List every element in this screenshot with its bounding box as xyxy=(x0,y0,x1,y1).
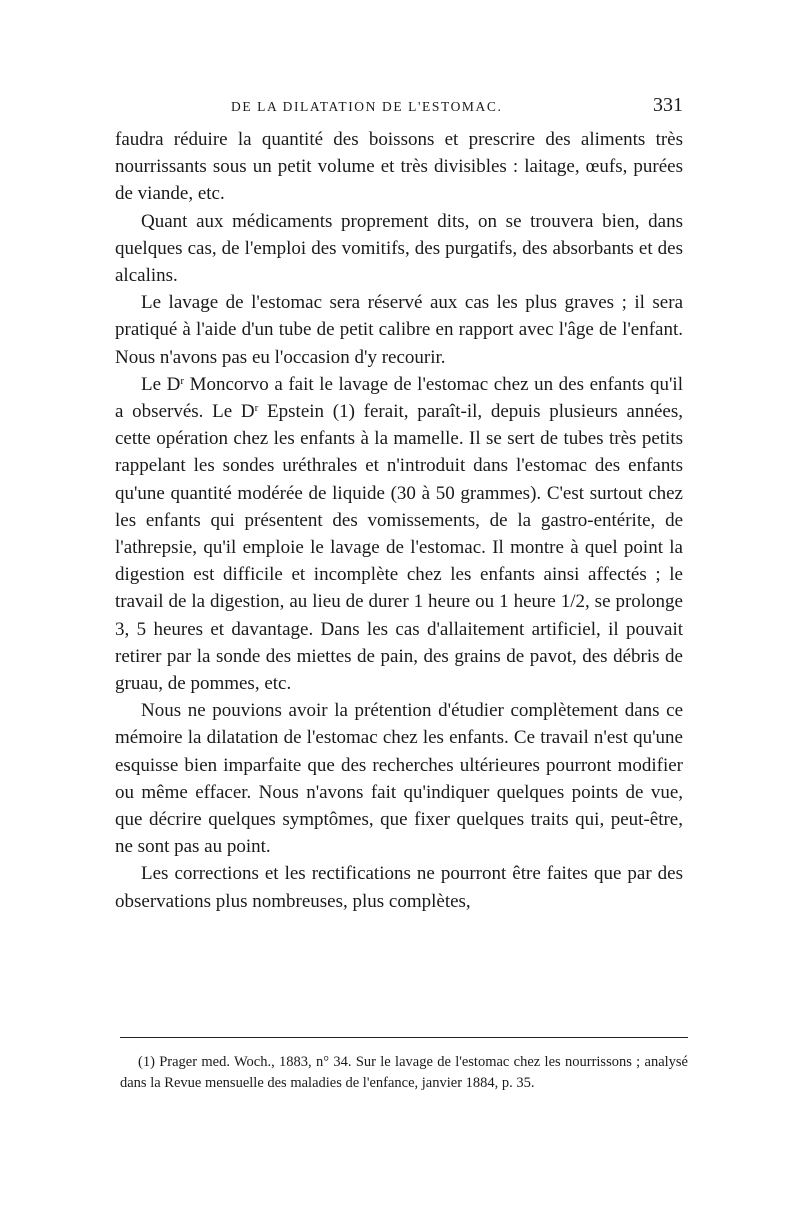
footnote-text-run: , janvier 1884, p. 35. xyxy=(414,1075,535,1091)
superscript-r: r xyxy=(180,374,185,387)
superscript-r: r xyxy=(254,402,259,415)
page-number: 331 xyxy=(653,94,683,116)
footnote-revue-title: Revue mensuelle des maladies de l'enfance xyxy=(164,1075,415,1091)
footnote xyxy=(120,1052,688,1094)
footnote-text xyxy=(120,1052,688,1094)
body-text xyxy=(115,126,683,915)
paragraph-lavage: Le lavage de l'estomac sera réservé aux cas les plus graves ; il sera pratiqué à l'aide d'un tube de petit calibre en rapport avec l'âge de l'enfant. Nous n'avons pas eu l'occasion d'y recourir. xyxy=(115,292,683,368)
paragraph-corrections: Les corrections et les rectifications ne pourront être faites que par des observations plus nombreuses, plus complètes, xyxy=(115,863,683,912)
paragraph-moncorvo-epstein xyxy=(115,371,683,697)
paragraph-continued: faudra réduire la quantité des boissons et prescrire des aliments très nourrissants sous un petit volume et très divisibles : laitage, œufs, purées de viande, etc. xyxy=(115,129,683,205)
paragraph-medicaments: Quant aux médicaments proprement dits, on se trouvera bien, dans quelques cas, de l'emploi des vomitifs, des purgatifs, des absorbants et des alcalins. xyxy=(115,210,683,287)
paragraph-conclusion: Nous ne pouvions avoir la prétention d'étudier complètement dans ce mémoire la dilatation de l'estomac chez les enfants. Ce travail n'est qu'une esquisse bien imparfaite que des recherches ultérieures pourront modifier ou même effacer. Nous n'avons fait qu'indiquer quelques points de vue, que décrire quelques symptômes, que fixer quelques traits qui, peut-être, ne sont pas au point. xyxy=(115,700,683,858)
text-run: Moncorvo a fait le lavage de l'estomac chez un des enfants qu'il a observés. Le D xyxy=(115,373,683,423)
footnote-text-run: (1) Prager med. Woch., 1883, n° 34. Sur le lavage de l'estomac chez les nourrissons ; analysé dans la xyxy=(120,1054,688,1091)
footnote-rule xyxy=(120,1037,688,1038)
text-run: Epstein (1) ferait, paraît-il, depuis plusieurs années, cette opération chez les enfants à la mamelle. Il se sert de tubes très petits rappelant les sondes uréthrales et n'introduit dans l'estomac des enfants qu'une quantité modérée de liquide (30 à 50 grammes). C'est surtout chez les enfants qui présentent des vomissements, de la gastro-entérite, de l'athrepsie, qu'il emploie le lavage de l'estomac. Il montre à quel point la digestion est difficile et incomplète chez les enfants ainsi affectés ; le travail de la digestion, au lieu de durer 1 heure ou 1 heure 1/2, se prolonge 3, 5 heures et davantage. Dans les cas d'allaitement artificiel, il pouvait retirer par la sonde des miettes de pain, des grains de pavot, des débris de gruau, de pommes, etc. xyxy=(115,401,683,695)
page-header xyxy=(115,94,683,120)
running-title: DE LA DILATATION DE L'ESTOMAC. xyxy=(231,99,503,114)
text-run: Le D xyxy=(141,373,181,395)
